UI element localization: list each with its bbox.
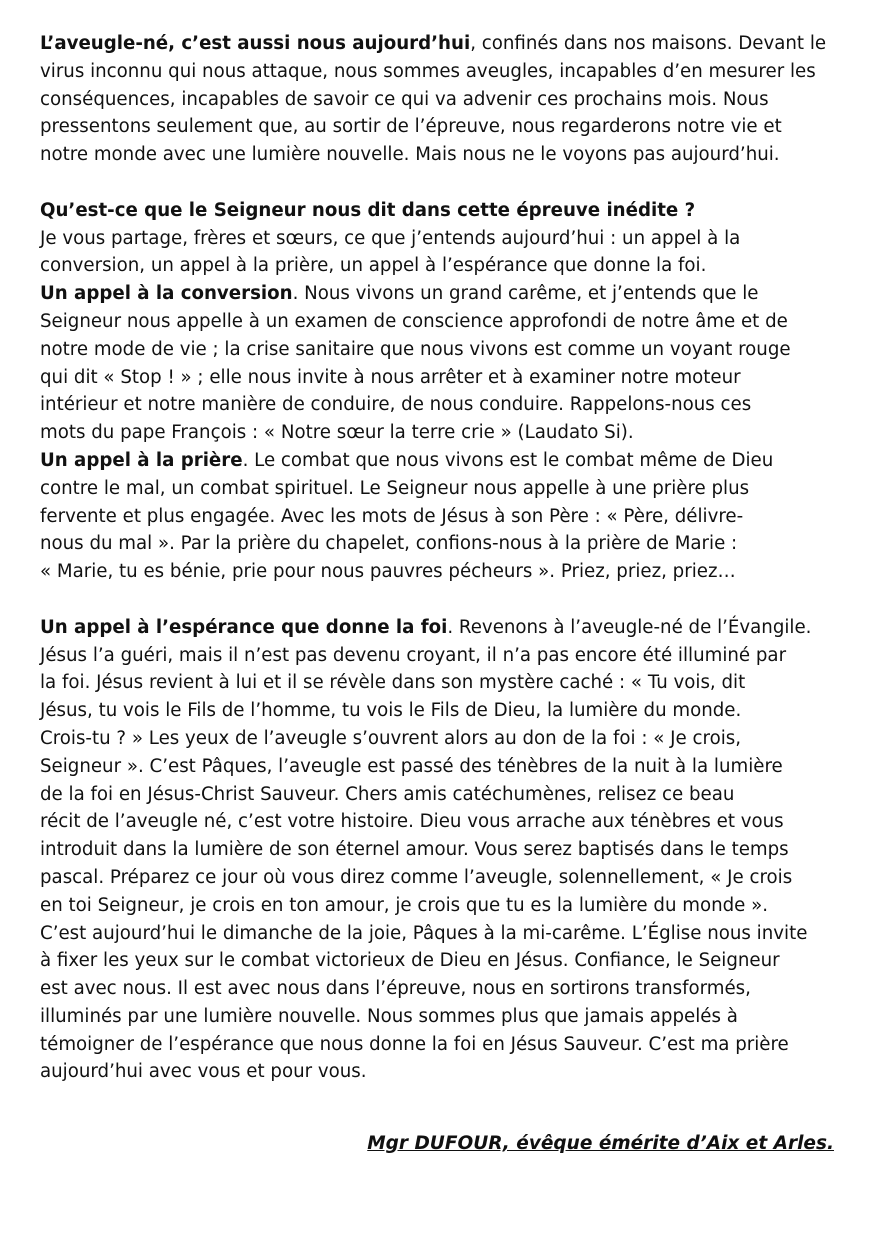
text-line: introduit dans la lumière de son éternel amour. Vous serez baptisés dans le temps — [40, 839, 789, 861]
text-line — [40, 614, 840, 642]
letter-body — [40, 30, 840, 1086]
text-line: en toi Seigneur, je crois en ton amour, je crois que tu es la lumière du monde ». — [40, 894, 769, 916]
text-line: de la foi en Jésus-Christ Sauveur. Chers amis catéchumènes, relisez ce beau — [40, 783, 735, 805]
bold-lead: Un appel à l’espérance que donne la foi — [40, 616, 448, 638]
paragraph-conversion — [40, 280, 840, 447]
text-line: Jésus l’a guéri, mais il n’est pas devenu croyant, il n’a pas encore été illuminé par — [40, 644, 787, 666]
text-line: pascal. Préparez ce jour où vous direz comme l’aveugle, solennellement, « Je crois — [40, 866, 793, 888]
text-line: illuminés par une lumière nouvelle. Nous sommes plus que jamais appelés à — [40, 1005, 738, 1027]
text-line: nous du mal ». Par la prière du chapelet, confions-nous à la prière de Marie : — [40, 533, 738, 555]
text-line: aujourd’hui avec vous et pour vous. — [40, 1061, 367, 1083]
text-span: . Nous vivons un grand carême, et j’entends que le — [292, 283, 759, 305]
text-span: , confinés dans nos maisons. Devant le — [470, 33, 827, 54]
text-line: notre mode de vie ; la crise sanitaire que nous vivons est comme un voyant rouge — [40, 338, 791, 360]
text-line: virus inconnu qui nous attaque, nous sommes aveugles, incapables d’en mesurer les — [40, 60, 816, 82]
text-line: mots du pape François : « Notre sœur la terre crie » (Laudato Si). — [40, 422, 634, 444]
text-line — [40, 30, 840, 58]
text-line: Jésus, tu vois le Fils de l’homme, tu vois le Fils de Dieu, la lumière du monde. — [40, 700, 742, 722]
paragraph-intro — [40, 30, 840, 169]
paragraph-hope — [40, 614, 840, 1087]
text-line: la foi. Jésus revient à lui et il se révèle dans son mystère caché : « Tu vois, dit — [40, 672, 746, 694]
text-line: notre monde avec une lumière nouvelle. Mais nous ne le voyons pas aujourd’hui. — [40, 144, 780, 166]
text-line — [40, 280, 840, 308]
bold-heading: Qu’est-ce que le Seigneur nous dit dans cette épreuve inédite ? — [40, 199, 696, 221]
text-line: Je vous partage, frères et sœurs, ce que j’entends aujourd’hui : un appel à la — [40, 227, 741, 249]
text-line: C’est aujourd’hui le dimanche de la joie, Pâques à la mi-carême. L’Église nous invite — [40, 922, 808, 944]
paragraph-question — [40, 197, 840, 280]
question-heading — [40, 197, 840, 225]
text-line: intérieur et notre manière de conduire, de nous conduire. Rappelons-nous ces — [40, 394, 752, 416]
bold-lead: Un appel à la prière — [40, 449, 243, 471]
text-line: « Marie, tu es bénie, prie pour nous pauvres pécheurs ». Priez, priez, priez… — [40, 561, 736, 583]
text-span: . Le combat que nous vivons est le combat même de Dieu — [242, 449, 774, 471]
signature: Mgr DUFOUR, évêque émérite d’Aix et Arles. — [367, 1133, 834, 1154]
paragraph-gap — [40, 586, 840, 614]
text-line — [40, 447, 840, 475]
bold-lead: Un appel à la conversion — [40, 283, 293, 305]
text-line: Seigneur ». C’est Pâques, l’aveugle est passé des ténèbres de la nuit à la lumière — [40, 755, 783, 777]
paragraph-gap — [40, 169, 840, 197]
paragraph-prayer — [40, 447, 840, 586]
text-span: . Revenons à l’aveugle-né de l’Évangile. — [447, 616, 812, 638]
bold-lead: L’aveugle-né, c’est aussi nous aujourd’hui — [40, 33, 471, 54]
text-line: Seigneur nous appelle à un examen de conscience approfondi de notre âme et de — [40, 310, 788, 332]
text-line: est avec nous. Il est avec nous dans l’épreuve, nous en sortirons transformés, — [40, 978, 751, 1000]
text-line: contre le mal, un combat spirituel. Le Seigneur nous appelle à une prière plus — [40, 477, 750, 499]
text-line: qui dit « Stop ! » ; elle nous invite à nous arrêter et à examiner notre moteur — [40, 366, 741, 388]
text-line: récit de l’aveugle né, c’est votre histoire. Dieu vous arrache aux ténèbres et vous — [40, 811, 784, 833]
text-line: témoigner de l’espérance que nous donne la foi en Jésus Sauveur. C’est ma prière — [40, 1033, 789, 1055]
text-line: à fixer les yeux sur le combat victorieux de Dieu en Jésus. Confiance, le Seigneur — [40, 950, 780, 972]
text-line: fervente et plus engagée. Avec les mots de Jésus à son Père : « Père, délivre- — [40, 505, 744, 527]
text-line: pressentons seulement que, au sortir de l’épreuve, nous regarderons notre vie et — [40, 116, 782, 138]
text-line: conversion, un appel à la prière, un appel à l’espérance que donne la foi. — [40, 255, 707, 277]
text-line: conséquences, incapables de savoir ce qui va advenir ces prochains mois. Nous — [40, 88, 769, 110]
text-line: Crois-tu ? » Les yeux de l’aveugle s’ouvrent alors au don de la foi : « Je crois, — [40, 727, 742, 749]
